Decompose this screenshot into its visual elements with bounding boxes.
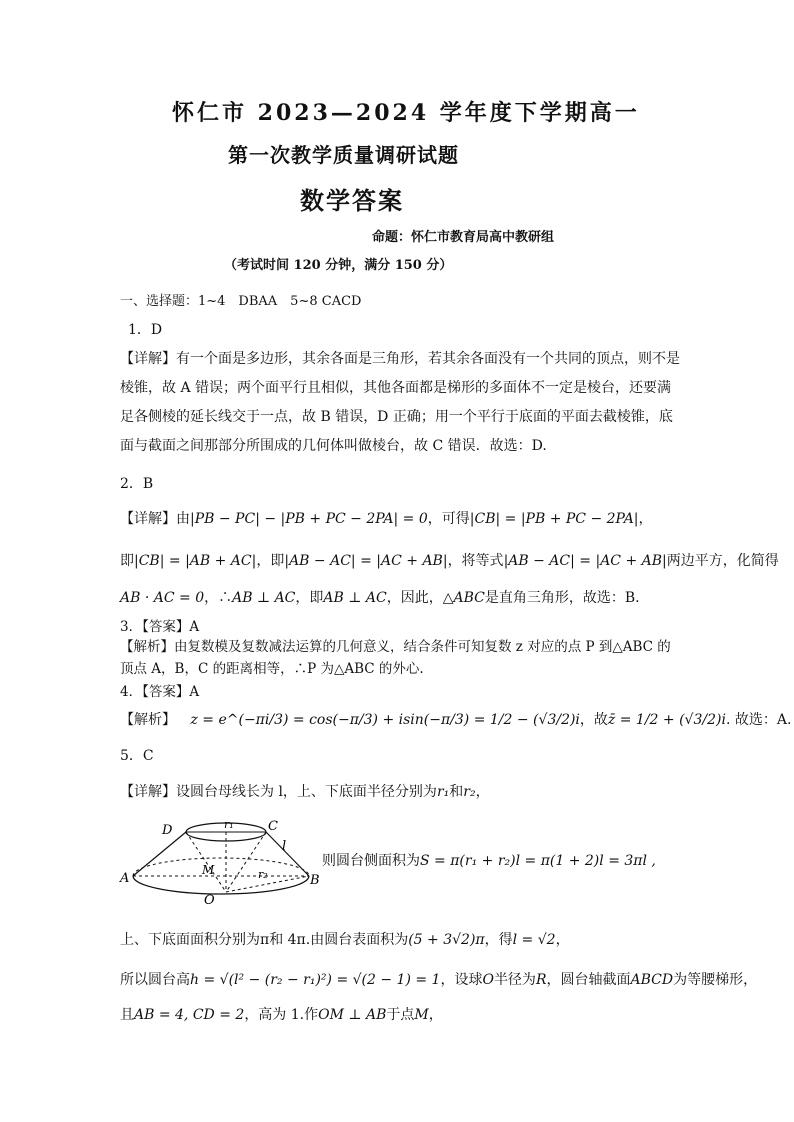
q5-text: 【详解】设圆台母线长为 l，上、下底面半径分别为 — [120, 784, 437, 800]
q5-section: ABCD — [630, 972, 674, 988]
q5-text: ， — [428, 1007, 443, 1023]
q2-text: 两边平方，化简得 — [666, 553, 779, 569]
q5-line2: 上、下底面面积分别为π和 4π.由圆台表面积为(5 + 3√2)π，得l = √2， — [120, 932, 570, 948]
q5-text: 且 — [120, 1007, 134, 1023]
q2-text: ，即 — [295, 590, 324, 606]
frustum-figure — [118, 812, 324, 907]
q5-radius: r₁ — [436, 784, 450, 800]
q1-answer: 1．D — [128, 322, 163, 338]
q2-text: ，因此， — [386, 590, 443, 606]
q2-text: ，即 — [256, 553, 285, 569]
q4-conjugate: z̄ = 1/2 + (√3/2)i — [607, 712, 726, 728]
q5-text: ，得 — [484, 932, 513, 948]
q5-height: h = √(l² − (r₂ − r₁)²) = √(2 − 1) = 1 — [190, 972, 441, 988]
q5-side-area — [322, 847, 656, 876]
q5-perpendicular: OM ⊥ AB — [318, 1007, 387, 1023]
q5-text: 为等腰梯形， — [673, 972, 758, 988]
q5-line1: 【详解】设圆台母线长为 l，上、下底面半径分别为r₁和r₂， — [120, 784, 490, 800]
q4-equation: z = e^(−πi/3) = cos(−π/3) + isin(−π/3) = 1/2 − (√3/2)i — [190, 712, 580, 728]
q2-equation: AB ⊥ AC — [232, 590, 296, 606]
q4-text: . 故选：A. — [725, 712, 792, 728]
q2-text: 是直角三角形，故选：B. — [484, 590, 640, 606]
figure-label-A: A — [120, 871, 130, 886]
q5-center: O — [482, 972, 494, 988]
q2-text: ，可得 — [427, 511, 470, 527]
author-line: 命题：怀仁市教育局高中教研组 — [372, 230, 555, 245]
q2-text: ，将等式 — [447, 553, 504, 569]
q2-equation: |CB| = |PB + PC − 2PA| — [469, 511, 639, 527]
q5-sphere-radius: R — [535, 972, 547, 988]
q2-line2 — [120, 547, 779, 576]
q4-text: ，故 — [579, 712, 608, 728]
q3-answer: 3．【答案】A — [120, 619, 200, 635]
q5-text: 所以圆台高 — [120, 972, 190, 988]
q2-equation: AB · AC = 0 — [120, 590, 205, 606]
q4-label: 【解析】 — [120, 712, 176, 728]
q5-text: 于点 — [386, 1007, 415, 1023]
q5-text: 半径为 — [493, 972, 536, 988]
q5-text: ，高为 1.作 — [244, 1007, 319, 1023]
q4-answer: 4．【答案】A — [120, 684, 200, 700]
q5-lengths: AB = 4, CD = 2 — [134, 1007, 245, 1023]
q5-text: 和 — [449, 784, 464, 800]
q2-equation: |AB − AC| = |AC + AB| — [503, 553, 667, 569]
q5-text: ，设球 — [440, 972, 483, 988]
q2-text: ，∴ — [204, 590, 233, 606]
q5-text: ，圆台轴截面 — [546, 972, 631, 988]
q2-equation: |CB| = |AB + AC| — [134, 553, 257, 569]
q5-answer: 5．C — [120, 748, 154, 764]
q5-surface-area: (5 + 3√2)π — [408, 932, 485, 948]
figure-label-r2: r₂ — [258, 868, 268, 881]
exam-time-note: （考试时间 120 分钟，满分 150 分） — [224, 258, 453, 273]
figure-label-M: M — [202, 863, 215, 877]
figure-label-l: l — [282, 839, 287, 854]
q2-line3 — [120, 584, 640, 613]
figure-label-B: B — [310, 873, 320, 888]
q1-detail: 【详解】有一个面是多边形，其余各面是三角形，若其余各面没有一个共同的顶点，则不是棱锥，故 A 错误；两个面平行且相似，其他各面都是梯形的多面体不一定是棱台，还要满足各侧棱的延长线交于一点，故 B 错误，D 正确；用一个平行于底面的平面去截棱锥，底面与截面之间那部分所围成的几何体叫做棱台，故 C 错误．故选：D. — [120, 351, 680, 454]
exam-title: 怀仁市 2023—2024 学年度下学期高一 — [172, 100, 640, 126]
q5-line4 — [120, 1001, 443, 1030]
figure-label-r1: r₁ — [224, 818, 234, 831]
q4-line — [120, 706, 791, 735]
q5-radius: r₂ — [463, 784, 476, 800]
q2-triangle: △ABC — [442, 590, 485, 606]
q3-analysis: 【解析】由复数模及复数减法运算的几何意义，结合条件可知复数 z 对应的点 P 到△ABC 的顶点 A，B，C 的距离相等，∴P 为△ABC 的外心. — [120, 639, 671, 677]
q2-text: 即 — [120, 553, 134, 569]
q5-side-formula: S = π(r₁ + r₂)l = π(1 + 2)l = 3πl , — [420, 853, 656, 869]
q2-equation: |AB − AC| = |AC + AB| — [284, 553, 448, 569]
q5-foot-point: M — [414, 1007, 429, 1023]
q5-text: 则圆台侧面积为 — [322, 853, 420, 869]
figure-label-D: D — [162, 823, 173, 838]
answer-title: 数学答案 — [300, 186, 404, 215]
exam-subtitle: 第一次教学质量调研试题 — [228, 143, 459, 167]
q5-text: 上、下底面面积分别为π和 4π.由圆台表面积为 — [120, 932, 409, 948]
q5-line3 — [120, 966, 757, 995]
figure-label-O: O — [204, 893, 215, 907]
q2-answer: 2．B — [120, 476, 154, 492]
section-heading-choice: 一、选择题：1~4 DBAA 5~8 CACD — [120, 294, 362, 309]
q5-generatrix: l = √2 — [512, 932, 556, 948]
q2-text: 【详解】由 — [120, 511, 190, 527]
figure-label-C: C — [268, 819, 278, 834]
q2-equation: AB ⊥ AC — [323, 590, 387, 606]
q2-line1: 【详解】由|PB − PC| − |PB + PC − 2PA| = 0，可得|CB| = |PB + PC − 2PA|， — [120, 511, 653, 527]
q2-equation: |PB − PC| − |PB + PC − 2PA| = 0 — [190, 511, 428, 527]
